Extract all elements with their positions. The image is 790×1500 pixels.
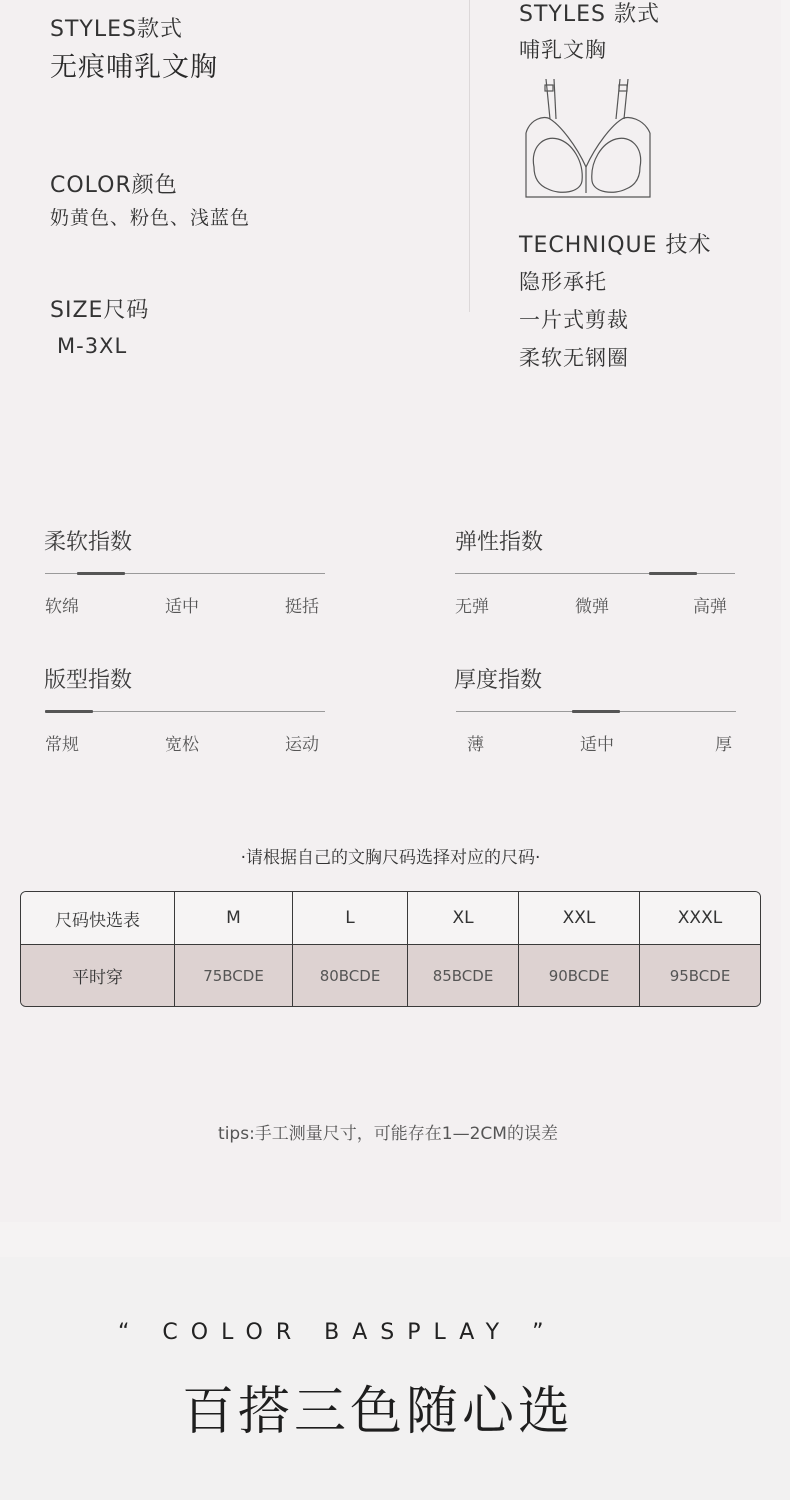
index-label: 宽松 [165, 735, 199, 755]
index-title: 版型指数 [44, 668, 133, 693]
table-cell: XXL [519, 892, 640, 945]
color-section [0, 1257, 790, 1500]
index-label: 常规 [45, 735, 79, 755]
table-row [21, 945, 760, 1006]
size-table-header [21, 892, 760, 945]
table-cell: 95BCDE [640, 945, 760, 1006]
styles-value: 无痕哺乳文胸 [50, 52, 218, 83]
index-label: 软绵 [45, 597, 79, 617]
index-label: 厚 [715, 735, 732, 755]
tips-text: tips:手工测量尺寸，可能存在1—2CM的误差 [218, 1124, 558, 1144]
vertical-divider [469, 0, 470, 312]
table-cell: M [175, 892, 293, 945]
table-cell: 85BCDE [408, 945, 519, 1006]
size-label: SIZE尺码 [50, 298, 150, 323]
size-value: M-3XL [57, 334, 128, 358]
technique-item: 柔软无钢圈 [519, 346, 629, 370]
right-styles-value: 哺乳文胸 [519, 38, 607, 62]
color-value: 奶黄色、粉色、浅蓝色 [50, 207, 251, 229]
table-cell: XXXL [640, 892, 760, 945]
index-label: 适中 [580, 735, 614, 755]
technique-item: 一片式剪裁 [519, 308, 629, 332]
index-label: 运动 [285, 735, 319, 755]
index-title: 柔软指数 [44, 530, 133, 555]
table-cell: 尺码快选表 [21, 892, 175, 945]
index-label: 薄 [467, 735, 484, 755]
table-cell: 平时穿 [21, 945, 175, 1006]
index-title: 弹性指数 [455, 530, 544, 555]
open-quote: “ [118, 1320, 143, 1345]
index-marker [572, 710, 620, 713]
color-label: COLOR颜色 [50, 173, 178, 198]
index-marker [77, 572, 125, 575]
index-label: 微弹 [575, 597, 609, 617]
index-label: 高弹 [693, 597, 727, 617]
table-cell: XL [408, 892, 519, 945]
size-notice: ·请根据自己的文胸尺码选择对应的尺码· [240, 848, 541, 868]
styles-label: STYLES款式 [50, 17, 183, 42]
table-cell: 75BCDE [175, 945, 293, 1006]
index-title: 厚度指数 [454, 668, 543, 693]
index-label: 挺括 [285, 597, 319, 617]
technique-item: 隐形承托 [519, 270, 607, 294]
color-cn-title: 百搭三色随心选 [181, 1382, 574, 1442]
index-marker [45, 710, 93, 713]
bra-outline-icon [520, 75, 655, 201]
index-label: 适中 [165, 597, 199, 617]
index-marker [649, 572, 697, 575]
table-cell: 90BCDE [519, 945, 640, 1006]
right-styles-label: STYLES 款式 [519, 2, 660, 27]
color-en-text: COLOR BASPLAY [162, 1320, 513, 1345]
table-cell: L [293, 892, 408, 945]
close-quote: ” [532, 1320, 557, 1345]
technique-label: TECHNIQUE 技术 [519, 233, 712, 258]
table-cell: 80BCDE [293, 945, 408, 1006]
size-table [20, 891, 761, 1007]
index-label: 无弹 [455, 597, 489, 617]
color-en-title [118, 1320, 556, 1345]
